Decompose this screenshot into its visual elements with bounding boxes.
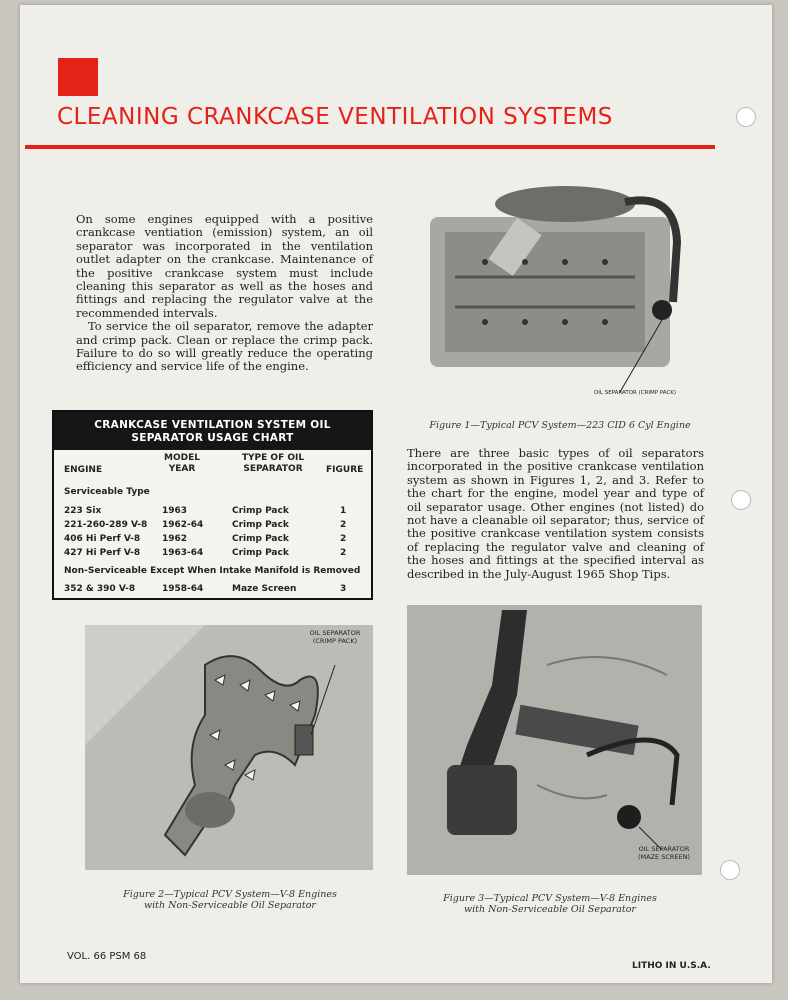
right-paragraph: There are three basic types of oil separators incorporated in the positive crankcase ventilation system as shown in Figures 1, 2, and 3. Refer to the chart for the engine, model year and type of oil separator usage. Other engines (not listed) do not have a cleanable oil separator; thus, service of the positive crankcase ventilation system consists of replacing the regulator valve and cleaning of the hoses and fittings at the specified interval as described in the July-August 1965 Shop Tips. xyxy=(407,446,704,581)
figure-2-caption-line1: Figure 2—Typical PCV System—V-8 Engines xyxy=(123,889,337,900)
col-header-figure: FIGURE xyxy=(326,465,364,475)
title-rule xyxy=(25,145,715,149)
footer-volume: VOL. 66 PSM 68 xyxy=(67,951,147,962)
v8-cutaway-drawing-fig2 xyxy=(85,625,373,870)
right-text xyxy=(407,447,704,581)
figure-2-label-line1: OIL SEPARATOR xyxy=(309,629,361,637)
row-type: Crimp Pack xyxy=(232,534,289,544)
row-engine: 427 Hi Perf V-8 xyxy=(64,548,141,558)
v8-cutaway-drawing-fig3 xyxy=(407,605,702,875)
row-year: 1962-64 xyxy=(162,520,204,530)
intro-text xyxy=(76,213,373,374)
col-header-model-year: MODEL YEAR xyxy=(164,453,200,474)
binder-hole-middle xyxy=(731,490,751,510)
figure-3-caption xyxy=(420,893,680,915)
row-type: Maze Screen xyxy=(232,584,297,594)
footer-litho: LITHO IN U.S.A. xyxy=(632,961,711,971)
intro-paragraph-2: To service the oil separator, remove the adapter and crimp pack. Clean or replace the crimp pack. Failure to do so will greatly reduce the operating efficiency and service life of the engine. xyxy=(76,319,373,374)
row-type: Crimp Pack xyxy=(232,548,289,558)
row-year: 1963-64 xyxy=(162,548,204,558)
table-title: CRANKCASE VENTILATION SYSTEM OIL SEPARATOR USAGE CHART xyxy=(54,412,371,450)
figure-1-label: OIL SEPARATOR (CRIMP PACK) xyxy=(593,390,677,396)
row-figure: 1 xyxy=(340,506,347,516)
row-engine: 223 Six xyxy=(64,506,102,516)
row-year: 1958-64 xyxy=(162,584,204,594)
row-engine: 221-260-289 V-8 xyxy=(64,520,148,530)
section-non-serviceable: Non-Serviceable Except When Intake Manifold is Removed xyxy=(64,566,361,576)
red-header-square xyxy=(58,58,98,96)
row-type: Crimp Pack xyxy=(232,520,289,530)
row-figure: 3 xyxy=(340,584,347,594)
figure-2-image xyxy=(85,625,373,870)
binder-hole-top xyxy=(736,107,756,127)
six-cylinder-engine-drawing xyxy=(415,182,690,400)
figure-2-caption-line2: with Non-Serviceable Oil Separator xyxy=(144,900,316,911)
row-engine: 352 & 390 V-8 xyxy=(64,584,136,594)
row-figure: 2 xyxy=(340,534,347,544)
figure-3-label xyxy=(629,845,699,861)
binder-hole-bottom xyxy=(720,860,740,880)
figure-3-caption-line1: Figure 3—Typical PCV System—V-8 Engines xyxy=(443,893,657,904)
oil-separator-usage-table xyxy=(52,410,373,600)
figure-1-engine-image xyxy=(415,182,690,400)
section-serviceable: Serviceable Type xyxy=(64,487,150,497)
figure-2-label-line2: (CRIMP PACK) xyxy=(312,637,358,645)
row-figure: 2 xyxy=(340,520,347,530)
row-figure: 2 xyxy=(340,548,347,558)
figure-3-caption-line2: with Non-Serviceable Oil Separator xyxy=(464,904,636,915)
figure-3-label-line2: (MAZE SCREEN) xyxy=(637,853,690,861)
row-year: 1963 xyxy=(162,506,188,516)
row-year: 1962 xyxy=(162,534,188,544)
col-header-engine: ENGINE xyxy=(64,465,103,475)
figure-2-caption xyxy=(100,889,360,911)
figure-3-label-line1: OIL SEPARATOR xyxy=(638,845,690,853)
figure-1-caption: Figure 1—Typical PCV System—223 CID 6 Cyl Engine xyxy=(429,420,691,431)
figure-3-image xyxy=(407,605,702,875)
page-title: CLEANING CRANKCASE VENTILATION SYSTEMS xyxy=(57,104,613,130)
row-type: Crimp Pack xyxy=(232,506,289,516)
col-header-type: TYPE OF OIL SEPARATOR xyxy=(241,453,305,474)
intro-paragraph-1: On some engines equipped with a positive crankcase ventiation (emission) system, an oil separator was incorporated in the ventilation outlet adapter on the crankcase. Maintenance of the positive crankcase system must include cleaning this separator as well as the hoses and fittings and replacing the regulator valve at the recommended intervals. xyxy=(76,212,373,320)
row-engine: 406 Hi Perf V-8 xyxy=(64,534,141,544)
figure-2-label xyxy=(300,629,370,645)
